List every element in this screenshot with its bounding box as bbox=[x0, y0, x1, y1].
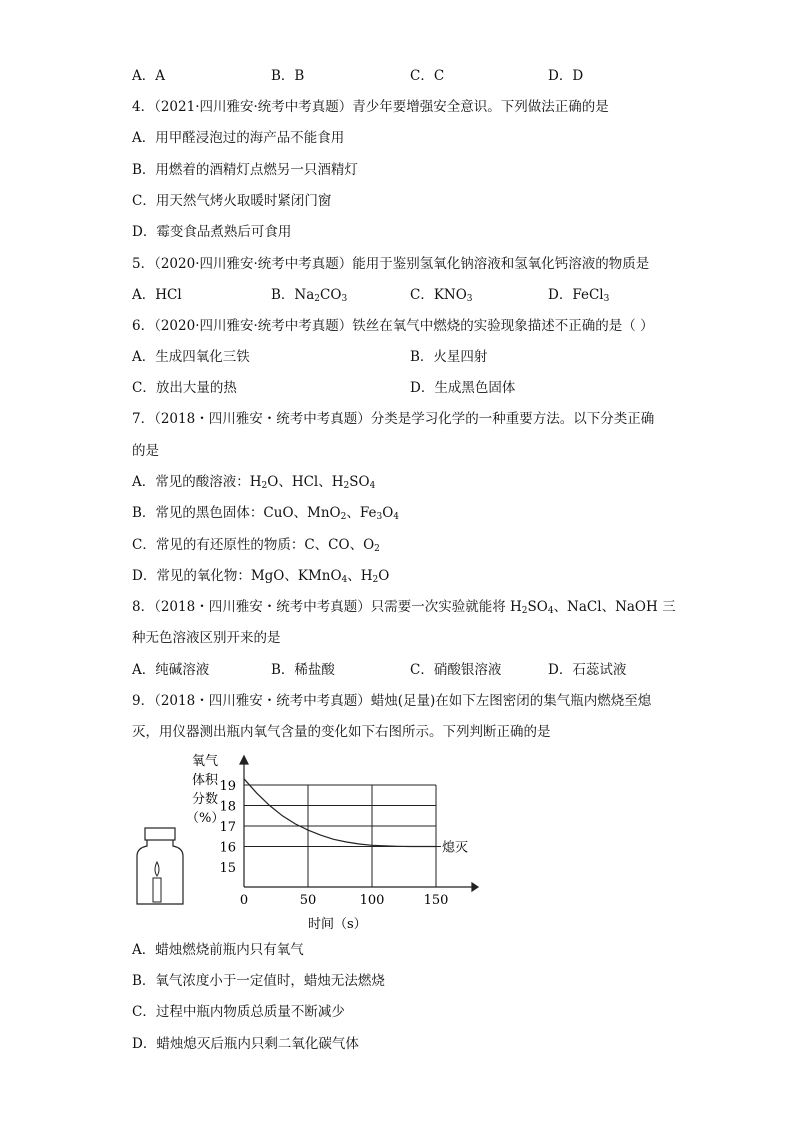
q8-option-b: B．稀盐酸 bbox=[271, 662, 335, 678]
q7-option-a: A．常见的酸溶液：$H_2O$、HCl、$H_2SO_4$ bbox=[132, 474, 376, 491]
q8-stem-line1: 8．（2018・四川雅安・统考中考真题）只需要一次实验就能将 $H_2SO_4$、NaCl、NaOH 三 bbox=[132, 599, 676, 616]
q8-option-a: A．纯碱溶液 bbox=[132, 662, 210, 678]
q5-option-c: C．$KNO_3$ bbox=[410, 287, 473, 304]
oxygen-chart bbox=[180, 752, 480, 934]
q4-option-c: C．用天然气烤火取暖时紧闭门窗 bbox=[132, 193, 332, 209]
x-axis-arrow bbox=[472, 883, 478, 891]
q6-option-d: D．生成黑色固体 bbox=[410, 380, 516, 396]
q4-stem: 4．（2021·四川雅安·统考中考真题）青少年要增强安全意识。下列做法正确的是 bbox=[132, 99, 609, 115]
q9-option-d: D．蜡烛熄灭后瓶内只剩二氧化碳气体 bbox=[132, 1036, 359, 1052]
y-axis-arrow bbox=[240, 756, 248, 764]
q7-stem-line1: 7．（2018・四川雅安・统考中考真题）分类是学习化学的一种重要方法。以下分类正确 bbox=[132, 411, 655, 427]
q3-option-b: B．B bbox=[271, 68, 305, 84]
q8-stem-line2: 种无色溶液区别开来的是 bbox=[132, 630, 281, 646]
q7-option-b: B．常见的黑色固体：CuO、MnO$_2$、$Fe_3O_4$ bbox=[132, 505, 400, 522]
q6-stem: 6．（2020·四川雅安·统考中考真题）铁丝在氧气中燃烧的实验现象描述不正确的是（ ） bbox=[132, 318, 654, 334]
candle-icon bbox=[153, 878, 161, 902]
q9-option-c: C．过程中瓶内物质总质量不断减少 bbox=[132, 1004, 345, 1020]
y-axis-label: （%） bbox=[186, 811, 225, 826]
annotation-label: 熄灭 bbox=[442, 840, 469, 856]
q9-option-a: A．蜡烛燃烧前瓶内只有氧气 bbox=[132, 942, 304, 958]
jar-stopper bbox=[145, 828, 175, 840]
q9-stem-line2: 灭，用仪器测出瓶内氧气含量的变化如下右图所示。下列判断正确的是 bbox=[132, 724, 551, 740]
q7-option-d: D．常见的氧化物：MgO、KMnO$_4$、$H_2O$ bbox=[132, 568, 390, 585]
y-axis-label: 分数 bbox=[192, 792, 219, 807]
y-axis-label: 体积 bbox=[192, 773, 219, 788]
q6-option-a: A．生成四氧化三铁 bbox=[132, 349, 250, 365]
y-axis-label: 氧气 bbox=[192, 754, 219, 769]
x-tick-label: 50 bbox=[299, 893, 317, 908]
flame-icon bbox=[155, 862, 159, 876]
q7-option-c: C．常见的有还原性的物质：C、CO、$O_2$ bbox=[132, 537, 380, 554]
q5-option-a: A．HCl bbox=[132, 287, 182, 303]
q6-option-b: B．火星四射 bbox=[410, 349, 488, 365]
y-tick-label: 19 bbox=[219, 779, 236, 794]
y-tick-label: 15 bbox=[219, 861, 236, 876]
q7-stem-line2: 的是 bbox=[132, 443, 159, 459]
q3-option-d: D．D bbox=[548, 68, 584, 84]
y-tick-label: 16 bbox=[219, 840, 236, 856]
q5-option-b: B．$Na_2CO_3$ bbox=[271, 287, 348, 304]
q4-option-d: D．霉变食品煮熟后可食用 bbox=[132, 224, 292, 240]
series-line bbox=[244, 779, 436, 847]
x-tick-label: 0 bbox=[239, 893, 249, 908]
q9-stem-line1: 9．（2018・四川雅安・统考中考真题）蜡烛(足量)在如下左图密闭的集气瓶内燃烧至熄 bbox=[132, 693, 652, 709]
jar-body bbox=[137, 840, 183, 904]
x-axis-label: 时间（s） bbox=[308, 917, 367, 932]
q4-option-b: B．用燃着的酒精灯点燃另一只酒精灯 bbox=[132, 162, 358, 178]
q5-option-d: D．FeCl$_3$ bbox=[548, 287, 610, 304]
y-tick-label: 18 bbox=[219, 799, 236, 815]
q9-option-b: B．氧气浓度小于一定值时，蜡烛无法燃烧 bbox=[132, 973, 385, 989]
x-tick-label: 150 bbox=[423, 893, 449, 908]
q4-option-a: A．用甲醛浸泡过的海产品不能食用 bbox=[132, 130, 345, 146]
q8-option-d: D．石蕊试液 bbox=[548, 662, 627, 678]
q3-option-a: A．A bbox=[132, 68, 165, 84]
y-tick-label: 17 bbox=[219, 820, 236, 835]
x-tick-label: 100 bbox=[359, 893, 385, 908]
q8-option-c: C．硝酸银溶液 bbox=[410, 662, 502, 678]
q6-option-c: C．放出大量的热 bbox=[132, 380, 237, 396]
q5-stem: 5．（2020·四川雅安·统考中考真题）能用于鉴别氢氧化钠溶液和氢氧化钙溶液的物质是 bbox=[132, 256, 650, 272]
q3-option-c: C．C bbox=[410, 68, 445, 84]
